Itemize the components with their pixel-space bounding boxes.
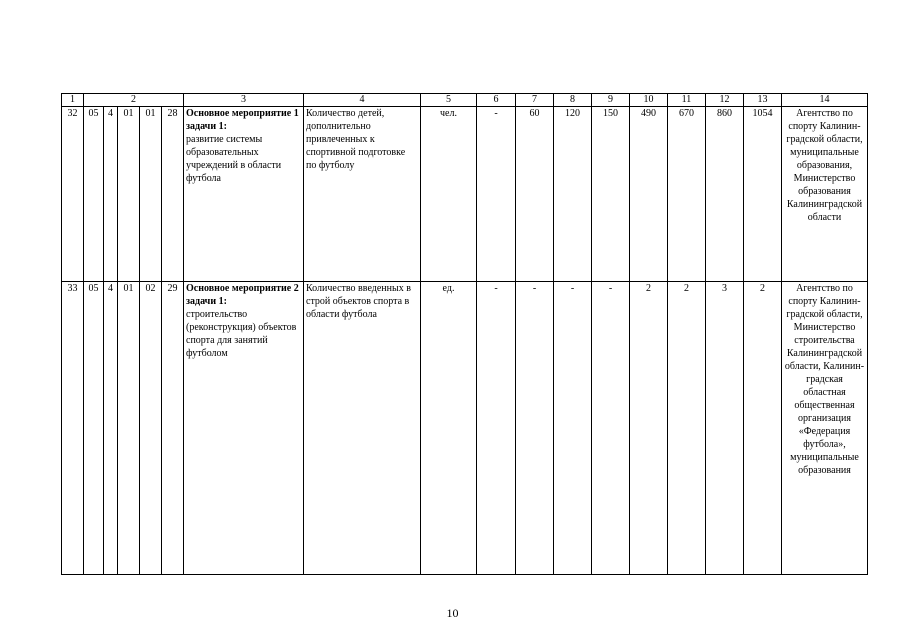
code-cell: 28 bbox=[162, 107, 184, 282]
value-cell: - bbox=[516, 282, 554, 575]
page-number: 10 bbox=[446, 606, 459, 620]
code-cell: 05 bbox=[84, 282, 104, 575]
activity-cell bbox=[184, 107, 304, 282]
value-cell: 120 bbox=[554, 107, 592, 282]
header-cell-2: 2 bbox=[84, 94, 184, 107]
value-cell: - bbox=[554, 282, 592, 575]
executor-cell: Агентство по спорту Калининградской области, муниципальные образования, Министерство образования Калининградской области bbox=[782, 107, 868, 282]
program-activities-table bbox=[61, 93, 868, 575]
value-cell: - bbox=[477, 282, 516, 575]
header-cell-6: 6 bbox=[477, 94, 516, 107]
unit-cell: ед. bbox=[421, 282, 477, 575]
value-cell: 150 bbox=[592, 107, 630, 282]
header-cell-7: 7 bbox=[516, 94, 554, 107]
header-cell-11: 11 bbox=[668, 94, 706, 107]
table-row bbox=[62, 282, 868, 575]
indicator-cell: Количество введенных в строй объектов спорта в области футбола bbox=[304, 282, 421, 575]
code-cell: 02 bbox=[140, 282, 162, 575]
header-cell-5: 5 bbox=[421, 94, 477, 107]
code-cell: 01 bbox=[118, 282, 140, 575]
value-cell: 1054 bbox=[744, 107, 782, 282]
value-cell: 2 bbox=[630, 282, 668, 575]
header-cell-3: 3 bbox=[184, 94, 304, 107]
row-number: 32 bbox=[62, 107, 84, 282]
indicator-cell: Количество детей, дополнительно привлеченных к спортивной подготовке по футболу bbox=[304, 107, 421, 282]
code-cell: 29 bbox=[162, 282, 184, 575]
code-cell: 4 bbox=[104, 282, 118, 575]
header-cell-1: 1 bbox=[62, 94, 84, 107]
value-cell: - bbox=[592, 282, 630, 575]
table-row bbox=[62, 107, 868, 282]
header-cell-13: 13 bbox=[744, 94, 782, 107]
code-cell: 05 bbox=[84, 107, 104, 282]
header-cell-4: 4 bbox=[304, 94, 421, 107]
unit-cell: чел. bbox=[421, 107, 477, 282]
code-cell: 01 bbox=[140, 107, 162, 282]
activity-cell bbox=[184, 282, 304, 575]
value-cell: 490 bbox=[630, 107, 668, 282]
value-cell: 860 bbox=[706, 107, 744, 282]
header-cell-14: 14 bbox=[782, 94, 868, 107]
value-cell: 2 bbox=[744, 282, 782, 575]
code-cell: 4 bbox=[104, 107, 118, 282]
header-cell-8: 8 bbox=[554, 94, 592, 107]
activity-title: Основное мероприятие 1 задачи 1: bbox=[186, 108, 299, 132]
activity-description: развитие системы образовательных учреждений в области футбола bbox=[186, 134, 282, 184]
header-cell-12: 12 bbox=[706, 94, 744, 107]
activity-title: Основное мероприятие 2 задачи 1: bbox=[186, 283, 299, 307]
activity-description: строительство (реконструкция) объектов спорта для занятий футболом bbox=[186, 309, 297, 359]
row-number: 33 bbox=[62, 282, 84, 575]
header-cell-10: 10 bbox=[630, 94, 668, 107]
value-cell: 60 bbox=[516, 107, 554, 282]
code-cell: 01 bbox=[118, 107, 140, 282]
value-cell: 670 bbox=[668, 107, 706, 282]
executor-cell: Агентство по спорту Калининградской области, Министерство строительства Калининградской области, Калининградская областная общественная организация «Федерация футбола», муниципальные образования bbox=[782, 282, 868, 575]
value-cell: 3 bbox=[706, 282, 744, 575]
value-cell: 2 bbox=[668, 282, 706, 575]
header-row bbox=[62, 94, 868, 107]
value-cell: - bbox=[477, 107, 516, 282]
header-cell-9: 9 bbox=[592, 94, 630, 107]
